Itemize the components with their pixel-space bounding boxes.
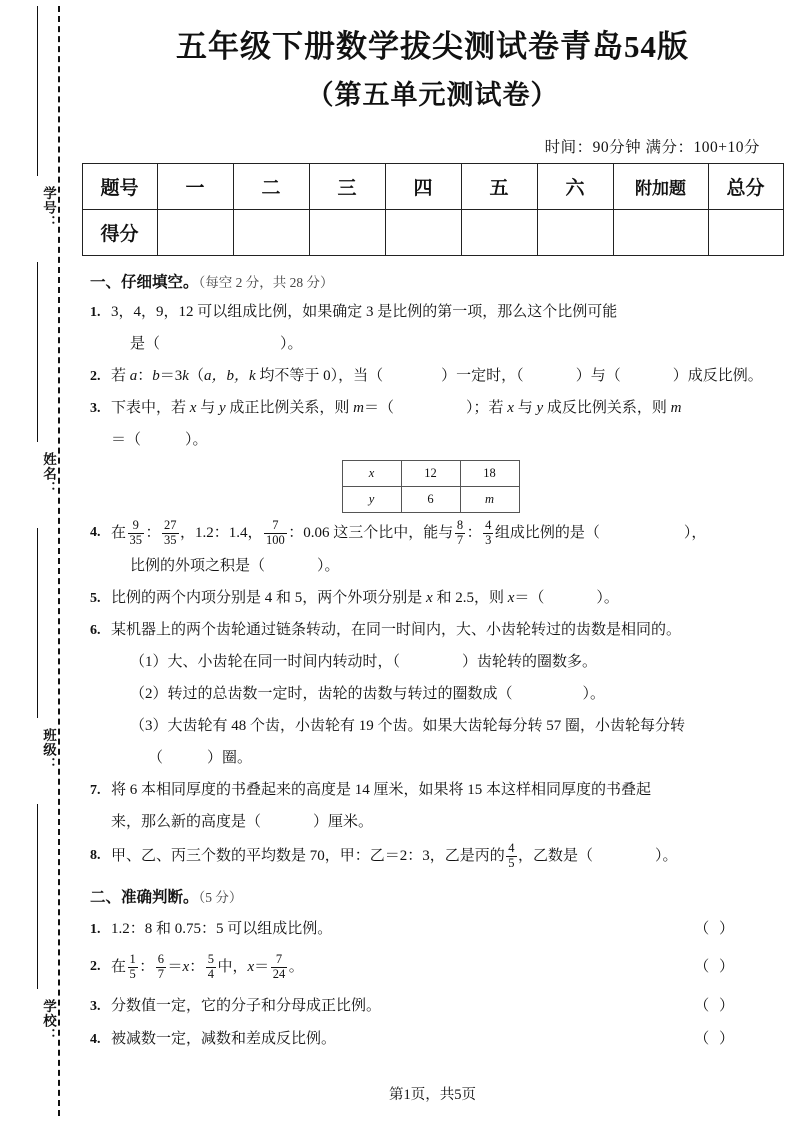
q2-var-k: k bbox=[182, 367, 189, 384]
q4-l2a: 比例的外项之积是（ bbox=[130, 557, 266, 574]
score-col-2: 二 bbox=[233, 163, 309, 209]
fraction-4-5 bbox=[506, 842, 516, 869]
q5-t2: 和 2.5，则 bbox=[432, 589, 508, 606]
question-3-line2 bbox=[90, 427, 771, 454]
j2-c1: ： bbox=[139, 958, 155, 975]
xy-table bbox=[342, 460, 520, 513]
binding-margin bbox=[0, 0, 72, 1122]
q3-t4: ＝（ bbox=[363, 399, 394, 416]
q3-t7: 成反比例关系，则 bbox=[543, 399, 671, 416]
question-1-blank-open: 是（ bbox=[130, 335, 161, 352]
question-6-sub-1 bbox=[90, 649, 771, 676]
q6-s3-l1: （3）大齿轮有 48 个齿，小齿轮有 19 个齿。如果大齿轮每分转 57 圈，小齿轮每分转 bbox=[130, 717, 686, 734]
q2-t6: ）成反比例。 bbox=[672, 367, 763, 384]
j2-t2: ＝ bbox=[167, 958, 183, 975]
denominator: 5 bbox=[129, 966, 136, 981]
score-table-row-label: 题号 bbox=[82, 163, 157, 209]
xy-cell-x-2: 18 bbox=[460, 460, 519, 486]
numerator: 7 bbox=[275, 952, 283, 967]
q2-t1: 若 bbox=[111, 367, 130, 384]
j2-c2: ： bbox=[189, 958, 205, 975]
j2-t4: ＝ bbox=[254, 958, 270, 975]
fraction-7-24 bbox=[271, 953, 288, 980]
page-subtitle: （第五单元测试卷） bbox=[306, 79, 559, 110]
score-col-total: 总分 bbox=[708, 163, 783, 209]
q4-t3: ：0.06 这三个比中，能与 bbox=[288, 524, 454, 541]
judge-question-1 bbox=[90, 916, 771, 943]
score-col-5: 五 bbox=[461, 163, 537, 209]
q2-t4: ）一定时，（ bbox=[441, 367, 524, 384]
exam-sheet bbox=[72, 0, 793, 1122]
numerator: 27 bbox=[164, 518, 177, 533]
question-6-sub-3-line2 bbox=[90, 745, 771, 772]
q6-s2a: （2）转过的总齿数一定时，齿轮的齿数与转过的圈数成（ bbox=[130, 685, 513, 702]
fraction-7-100 bbox=[264, 519, 287, 546]
score-cell-3[interactable] bbox=[309, 209, 385, 255]
dashed-fold-line bbox=[58, 6, 60, 1116]
question-6-number: 6. bbox=[90, 622, 101, 638]
score-cell-total[interactable] bbox=[708, 209, 783, 255]
q3-t1: 下表中，若 bbox=[111, 399, 190, 416]
section-heading-judgement bbox=[90, 885, 771, 907]
question-1-blank-close: ）。 bbox=[280, 335, 303, 352]
score-cell-6[interactable] bbox=[537, 209, 613, 255]
score-table bbox=[82, 163, 784, 256]
table-row bbox=[342, 460, 519, 486]
q2-var-a: a bbox=[129, 367, 138, 384]
seal-line-segment-1 bbox=[37, 6, 38, 176]
xy-cell-y-label: y bbox=[342, 486, 401, 512]
q2-vars: a，b，k bbox=[203, 367, 256, 384]
question-1-line1: 3，4，9，12 可以组成比例，如果确定 3 是比例的第一项，那么这个比例可能 bbox=[111, 303, 618, 320]
question-2 bbox=[90, 363, 771, 390]
judge-3-number: 3. bbox=[90, 998, 101, 1014]
numerator: 1 bbox=[129, 952, 136, 967]
judge-1-number: 1. bbox=[90, 921, 101, 937]
judge-answer-box[interactable]: （ ） bbox=[694, 1030, 737, 1047]
score-col-3: 三 bbox=[309, 163, 385, 209]
question-1-line2 bbox=[90, 331, 771, 358]
q5-x1: x bbox=[426, 589, 433, 606]
q5-t3: ＝（ bbox=[514, 589, 545, 606]
denominator: 7 bbox=[456, 532, 464, 547]
section-2-points: （5 分） bbox=[198, 889, 243, 905]
table-row bbox=[82, 209, 783, 255]
fraction-1-5 bbox=[128, 953, 138, 980]
q8-t2: ，乙数是（ bbox=[518, 847, 594, 864]
q3-t2: 与 bbox=[196, 399, 219, 416]
question-3-number: 3. bbox=[90, 400, 101, 416]
q3-m2: m bbox=[670, 399, 682, 416]
page-title: 五年级下册数学拔尖测试卷青岛54版 bbox=[176, 29, 689, 64]
q2-eq: ＝3 bbox=[159, 367, 183, 384]
question-2-number: 2. bbox=[90, 368, 101, 384]
q4-t5: ）， bbox=[683, 524, 707, 541]
seal-line-segment-2 bbox=[37, 262, 38, 442]
question-6-sub-3 bbox=[90, 713, 771, 740]
judge-question-2 bbox=[90, 951, 771, 983]
q3-t5: ）；若 bbox=[466, 399, 508, 416]
judge-answer-box[interactable]: （ ） bbox=[694, 958, 737, 975]
judge-answer-box[interactable]: （ ） bbox=[694, 920, 737, 937]
seal-label-class: 班级： bbox=[41, 728, 56, 772]
fraction-9-35 bbox=[128, 519, 145, 546]
table-row bbox=[342, 486, 519, 512]
numerator: 7 bbox=[272, 518, 279, 533]
denominator: 100 bbox=[266, 532, 285, 547]
question-4 bbox=[90, 518, 771, 548]
question-4-number: 4. bbox=[90, 524, 101, 540]
q4-t1: 在 bbox=[111, 524, 127, 541]
score-cell-4[interactable] bbox=[385, 209, 461, 255]
fraction-5-4 bbox=[206, 953, 216, 980]
score-cell-1[interactable] bbox=[157, 209, 233, 255]
judge-question-3 bbox=[90, 993, 771, 1020]
q6-s3-l2b: ）圈。 bbox=[207, 749, 253, 766]
q4-t2: ，1.2：1.4， bbox=[180, 524, 263, 541]
q3-x2: x bbox=[507, 399, 514, 416]
numerator: 4 bbox=[508, 841, 515, 856]
xy-cell-y-1: 6 bbox=[401, 486, 460, 512]
q2-t2: （ bbox=[188, 367, 204, 384]
j2-t3: 中， bbox=[217, 958, 248, 975]
denominator: 7 bbox=[157, 966, 165, 981]
judge-1-text: 1.2：8 和 0.75：5 可以组成比例。 bbox=[111, 920, 333, 937]
q3-t3: 成正比例关系，则 bbox=[225, 399, 354, 416]
denominator: 35 bbox=[164, 532, 177, 547]
judge-4-number: 4. bbox=[90, 1031, 101, 1047]
q8-t1: 甲、乙、丙三个数的平均数是 70，甲：乙＝2：3，乙是丙的 bbox=[111, 847, 505, 864]
q4-c3: ： bbox=[466, 524, 482, 541]
section-1-title: 一、仔细填空。 bbox=[90, 273, 199, 291]
score-col-extra: 附加题 bbox=[613, 163, 708, 209]
q2-t3: 均不等于 0），当（ bbox=[255, 367, 384, 384]
seal-line-segment-4 bbox=[37, 804, 38, 989]
q3-l2b: ）。 bbox=[185, 431, 208, 448]
question-1 bbox=[90, 299, 771, 326]
score-col-1: 一 bbox=[157, 163, 233, 209]
j2-t5: 。 bbox=[288, 958, 304, 975]
q3-m1: m bbox=[353, 399, 364, 416]
score-cell-extra[interactable] bbox=[613, 209, 708, 255]
denominator: 35 bbox=[129, 532, 143, 547]
q7-l1: 将 6 本相同厚度的书叠起来的高度是 14 厘米，如果将 15 本这样相同厚度的书叠起 bbox=[111, 781, 652, 798]
questions-area bbox=[90, 270, 771, 1053]
score-cell-5[interactable] bbox=[461, 209, 537, 255]
denominator: 4 bbox=[207, 966, 214, 981]
numerator: 6 bbox=[157, 952, 165, 967]
q6-s1a: （1）大、小齿轮在同一时间内转动时，（ bbox=[130, 653, 401, 670]
numerator: 9 bbox=[132, 518, 139, 533]
q5-x2: x bbox=[507, 589, 515, 606]
score-col-4: 四 bbox=[385, 163, 461, 209]
question-3 bbox=[90, 395, 771, 422]
j2-x2: x bbox=[247, 958, 255, 975]
fraction-6-7 bbox=[156, 953, 166, 980]
table-row bbox=[82, 163, 783, 209]
q4-t4: 组成比例的是（ bbox=[494, 524, 600, 541]
fraction-8-7 bbox=[455, 519, 465, 546]
q7-l2a: 来，那么新的高度是（ bbox=[111, 813, 262, 830]
judge-4-text: 被减数一定，减数和差成反比例。 bbox=[111, 1030, 337, 1047]
seal-line-segment-3 bbox=[37, 528, 38, 718]
question-5-number: 5. bbox=[90, 590, 101, 606]
question-6-sub-2 bbox=[90, 681, 771, 708]
q3-t6: 与 bbox=[513, 399, 537, 416]
q5-t1: 比例的两个内项分别是 4 和 5，两个外项分别是 bbox=[111, 589, 427, 606]
question-5 bbox=[90, 585, 771, 612]
q3-y1: y bbox=[218, 399, 226, 416]
numerator: 8 bbox=[456, 518, 464, 533]
judge-answer-box[interactable]: （ ） bbox=[694, 997, 737, 1014]
question-7-number: 7. bbox=[90, 782, 101, 798]
q3-x1: x bbox=[189, 399, 197, 416]
q2-t5: ）与（ bbox=[575, 367, 621, 384]
xy-cell-x-1: 12 bbox=[401, 460, 460, 486]
q4-l2b: ）。 bbox=[317, 557, 340, 574]
q7-l2b: ）厘米。 bbox=[313, 813, 374, 830]
j2-x1: x bbox=[182, 958, 190, 975]
score-cell-2[interactable] bbox=[233, 209, 309, 255]
numerator: 5 bbox=[207, 952, 214, 967]
q8-t3: ）。 bbox=[655, 847, 678, 864]
question-4-line2 bbox=[90, 553, 771, 580]
judge-question-4 bbox=[90, 1026, 771, 1053]
judge-3-text: 分数值一定，它的分子和分母成正比例。 bbox=[111, 997, 382, 1014]
q2-colon: ： bbox=[137, 367, 153, 384]
numerator: 4 bbox=[485, 518, 492, 533]
q2-var-b: b bbox=[152, 367, 160, 384]
question-6 bbox=[90, 617, 771, 644]
q6-s3-l2a: （ bbox=[148, 749, 164, 766]
seal-label-school: 学校： bbox=[41, 999, 56, 1043]
question-8-number: 8. bbox=[90, 847, 101, 863]
q4-c1: ： bbox=[145, 524, 161, 541]
q3-l2a: ＝（ bbox=[111, 431, 142, 448]
question-8 bbox=[90, 841, 771, 871]
exam-meta: 时间：90分钟 满分：100+10分 bbox=[544, 138, 760, 156]
seal-label-name: 姓名： bbox=[41, 452, 56, 496]
question-7-line2 bbox=[90, 809, 771, 836]
fraction-27-35 bbox=[162, 519, 179, 546]
score-table-row-label-2: 得分 bbox=[82, 209, 157, 255]
q6-s1b: ）齿轮转的圈数多。 bbox=[462, 653, 598, 670]
denominator: 24 bbox=[272, 966, 286, 981]
q6-stem: 某机器上的两个齿轮通过链条转动，在同一时间内，大、小齿轮转过的齿数是相同的。 bbox=[111, 621, 682, 638]
j2-t1: 在 bbox=[111, 958, 127, 975]
question-7 bbox=[90, 777, 771, 804]
fraction-4-3 bbox=[483, 519, 493, 546]
page-footer: 第1页，共5页 bbox=[389, 1087, 476, 1103]
judge-2-number: 2. bbox=[90, 958, 101, 974]
q6-s2b: ）。 bbox=[582, 685, 606, 702]
question-1-number: 1. bbox=[90, 304, 101, 320]
xy-cell-x-label: x bbox=[342, 460, 401, 486]
xy-cell-y-2: m bbox=[460, 486, 519, 512]
denominator: 5 bbox=[508, 855, 515, 870]
section-1-points: （每空 2 分，共 28 分） bbox=[198, 274, 334, 290]
section-2-title: 二、准确判断。 bbox=[90, 888, 199, 906]
q5-t4: ）。 bbox=[596, 589, 619, 606]
section-heading-fill-blank bbox=[90, 270, 771, 292]
seal-label-student-id: 学号： bbox=[41, 186, 56, 230]
denominator: 3 bbox=[485, 532, 492, 547]
q3-y2: y bbox=[536, 399, 544, 416]
score-col-6: 六 bbox=[537, 163, 613, 209]
